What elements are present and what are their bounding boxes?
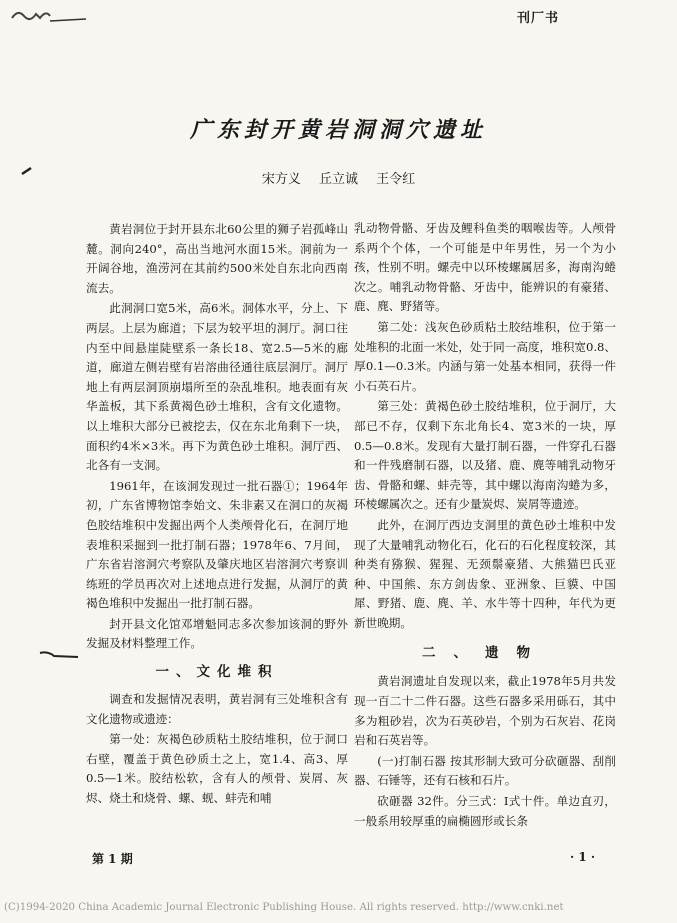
scan-artifact-top-left — [10, 6, 88, 24]
left-column — [86, 220, 348, 810]
paragraph: 此洞洞口宽5米，高6米。洞体水平，分上、下两层。上层为廊道；下层为较平坦的洞厅。洞口往内至中间悬崖陡壁系一条长18、宽2.5—5米的廊道，廊道左侧岩壁有岩溶曲径通往底层洞厅。洞厅地上有两层洞顶崩塌所至的杂乱堆积。地表面有灰华盖板，其下系黄褐色砂土堆积，含有文化遗物。以上堆积大部分已被挖去，仅在东北角剩下一块，面积约4米×3米。再下为黄色砂土堆积。洞厅西、北各有一支洞。 — [86, 301, 348, 473]
scan-speck — [21, 166, 33, 176]
article-authors: 宋方义 丘立诚 王令红 — [261, 172, 416, 187]
right-column — [354, 219, 616, 832]
paragraph: 第三处：黄褐色砂土胶结堆积，位于洞厅，大部已不存，仅剩下东北角长4、宽3米的一块，厚0.5—0.8米。发现有大量打制石器，一件穿孔石器和一件残磨制石器，以及猪、鹿、麂等哺乳动物牙齿、骨骼和螺、蚌壳等，其中螺以海南沟蜷为多，环棱螺属次之。还有少量炭烬、炭屑等遗迹。 — [354, 399, 616, 512]
copyright-watermark: (C)1994-2020 China Academic Journal Electronic Publishing House. All rights reserved. http://www.cnki.net — [4, 902, 564, 913]
article-title: 广东封开黄岩洞洞穴遗址 — [189, 117, 487, 143]
paragraph: 1961年，在该洞发现过一批石器①；1964年初，广东省博物馆李始文、朱非素又在洞口的灰褐色胶结堆积中发掘出两个人类颅骨化石，在洞厅地表堆积采掘到一批打制石器；1978年6、7月间，广东省岩溶洞穴考察队及肇庆地区岩溶洞穴考察训练班的学员再次对上述地点进行发掘，从洞厅的黄褐色堆积中发掘出一批打制石器。 — [86, 478, 348, 611]
page-number: · 1 · — [570, 850, 596, 864]
paragraph: (一)打制石器 按其形制大致可分砍砸器、刮削器、石锤等，还有石核和石片。 — [354, 753, 616, 788]
issue-number: 第 1 期 — [92, 852, 133, 866]
section-heading-artifacts: 二、遗物 — [422, 645, 548, 662]
paragraph: 调查和发掘情况表明，黄岩洞有三处堆积含有文化遗物或遗迹： — [86, 692, 348, 726]
scan-speck — [38, 649, 80, 661]
paragraph: 黄岩洞位于封开县东北60公里的狮子岩孤峰山麓。洞向240°，高出当地河水面15米。洞前为一开阔谷地，渔涝河在其前约500米处自东北向西南流去。 — [86, 222, 348, 295]
paragraph: 第二处：浅灰色砂质粘土胶结堆积，位于第一处堆积的北面一米处，处于同一高度，堆积宽0.8、厚0.1—0.3米。内涵与第一处基本相同，获得一件小石英石片。 — [354, 319, 616, 393]
header-running-title: 刊厂书 — [516, 11, 559, 26]
paragraph: 此外，在洞厅西边支洞里的黄色砂土堆积中发现了大量哺乳动物化石，化石的石化程度较深，其种类有猕猴、猩猩、无颈鬃豪猪、大熊猫巴氏亚种、中国熊、东方剑齿象、亚洲象、巨貘、中国犀、野猪、鹿、麂、羊、水牛等十四种，年代为更新世晚期。 — [354, 517, 616, 630]
paragraph: 黄岩洞遗址自发现以来，截止1978年5月共发现一百二十二件石器。这些石器多采用砾石，其中多为粗砂岩，次为石英砂岩，个别为石灰岩、花岗岩和石英岩等。 — [354, 674, 616, 748]
section-heading-culture-deposits: 一、文化堆积 — [155, 664, 279, 681]
paragraph: 砍砸器 32件。分三式：Ⅰ式十件。单边直刃，一般系用较厚重的扁椭圆形或长条 — [354, 794, 616, 828]
paragraph: 乳动物骨骼、牙齿及鲤科鱼类的咽喉齿等。人颅骨系两个个体，一个可能是中年男性，另一个为小孩，性别不明。螺壳中以环棱螺属居多，海南沟蜷次之。哺乳动物骨骼、牙齿中，能辨识的有豪猪、鹿、麂、野猪等。 — [354, 221, 616, 314]
paragraph: 封开县文化馆邓增魁同志多次参加该洞的野外发掘及材料整理工作。 — [86, 616, 348, 651]
paragraph: 第一处：灰褐色砂质粘土胶结堆积，位于洞口右壁，覆盖于黄色砂质土之上，宽1.4、高3、厚0.5—1米。胶结松软，含有人的颅骨、炭屑、灰烬、烧土和烧骨、螺、蚬、蚌壳和哺 — [86, 732, 348, 806]
